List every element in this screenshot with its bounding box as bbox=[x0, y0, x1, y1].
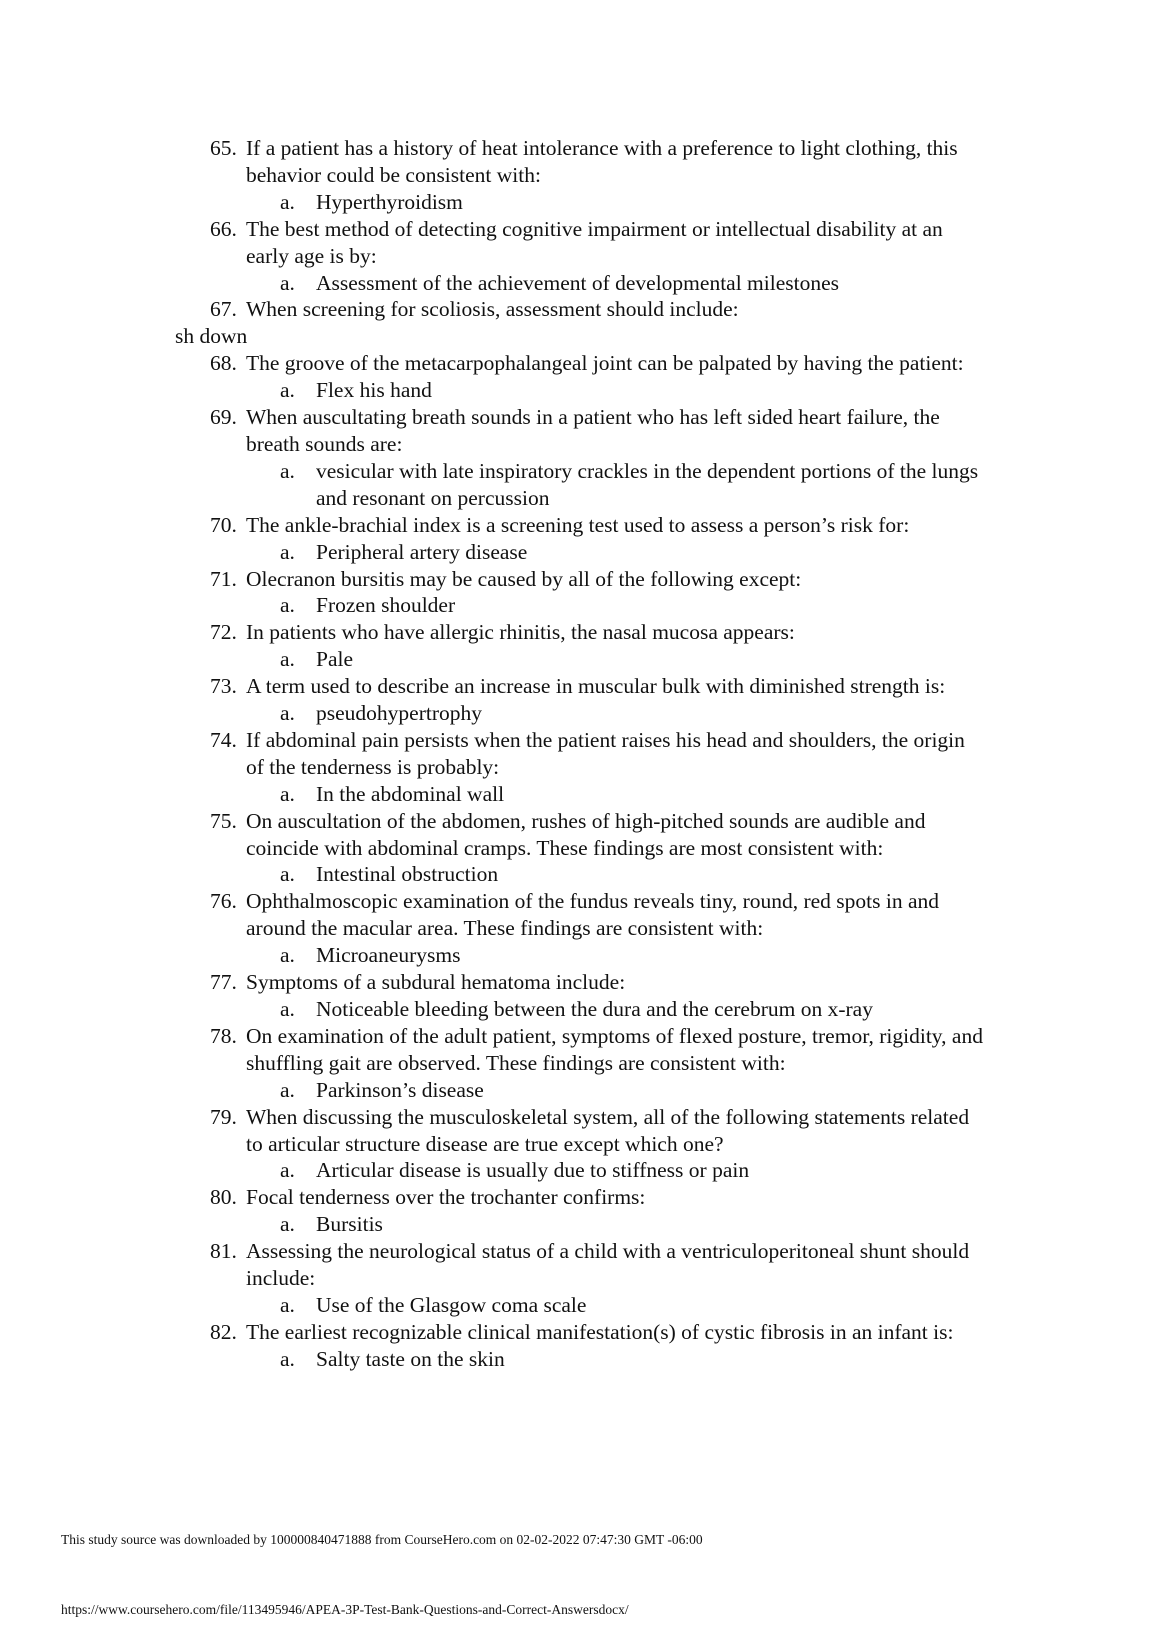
answer-text: Peripheral artery disease bbox=[316, 539, 528, 564]
answer-74 bbox=[0, 781, 986, 808]
answer-letter: a. bbox=[280, 270, 295, 295]
question-text: The ankle-brachial index is a screening test used to assess a person’s risk for: bbox=[246, 512, 910, 537]
answer-76 bbox=[0, 942, 986, 969]
question-number: 72. bbox=[210, 620, 237, 645]
answer-letter: a. bbox=[280, 701, 295, 726]
question-text: When auscultating breath sounds in a patient who has left sided heart failure, the breath sounds are: bbox=[246, 405, 940, 456]
answer-77 bbox=[0, 996, 986, 1023]
answer-letter: a. bbox=[280, 862, 295, 887]
question-text: Olecranon bursitis may be caused by all of the following except: bbox=[246, 566, 802, 591]
question-number: 69. bbox=[210, 405, 237, 430]
answer-75 bbox=[0, 861, 986, 888]
stray-text: sh down bbox=[175, 324, 248, 349]
question-77 bbox=[0, 969, 986, 996]
answer-69 bbox=[0, 458, 986, 512]
question-number: 65. bbox=[210, 136, 237, 160]
question-66 bbox=[0, 216, 986, 270]
answer-text: vesicular with late inspiratory crackles in the dependent portions of the lungs and resonant on percussion bbox=[316, 458, 979, 510]
question-number: 82. bbox=[210, 1319, 237, 1344]
question-number: 67. bbox=[210, 297, 237, 322]
question-79 bbox=[0, 1104, 986, 1158]
question-68 bbox=[0, 350, 986, 377]
question-number: 66. bbox=[210, 216, 237, 241]
answer-letter: a. bbox=[280, 1077, 295, 1102]
answer-text: Noticeable bleeding between the dura and the cerebrum on x-ray bbox=[316, 997, 873, 1021]
question-number: 77. bbox=[210, 970, 237, 995]
question-text: In patients who have allergic rhinitis, the nasal mucosa appears: bbox=[246, 620, 795, 645]
question-text: Assessing the neurological status of a child with a ventriculoperitoneal shunt should include: bbox=[246, 1239, 970, 1291]
answer-text: Flex his hand bbox=[316, 378, 432, 403]
answer-80 bbox=[0, 1211, 986, 1238]
question-number: 70. bbox=[210, 512, 237, 537]
answer-letter: a. bbox=[280, 593, 295, 618]
answer-73 bbox=[0, 700, 986, 727]
answer-68 bbox=[0, 377, 986, 404]
question-71 bbox=[0, 566, 986, 593]
question-number: 68. bbox=[210, 351, 237, 376]
question-number: 81. bbox=[210, 1239, 237, 1264]
question-74 bbox=[0, 727, 986, 781]
question-text: A term used to describe an increase in muscular bulk with diminished strength is: bbox=[246, 674, 946, 699]
question-73 bbox=[0, 673, 986, 700]
answer-text: Use of the Glasgow coma scale bbox=[316, 1292, 587, 1317]
question-number: 74. bbox=[210, 727, 237, 752]
answer-71 bbox=[0, 592, 986, 619]
answer-letter: a. bbox=[280, 378, 295, 403]
question-number: 80. bbox=[210, 1185, 237, 1210]
answer-letter: a. bbox=[280, 781, 295, 806]
answer-text: Intestinal obstruction bbox=[316, 862, 499, 887]
question-text: Focal tenderness over the trochanter confirms: bbox=[246, 1185, 646, 1210]
answer-letter: a. bbox=[280, 1292, 295, 1317]
footer-source-note: This study source was downloaded by 100000840471888 from CourseHero.com on 02-02-2022 07:47:30 GMT -06:00 bbox=[61, 1532, 703, 1547]
question-text: On auscultation of the abdomen, rushes of high-pitched sounds are audible and coincide with abdominal cramps. These findings are most consistent with: bbox=[246, 808, 926, 860]
answer-81 bbox=[0, 1292, 986, 1319]
answer-text: Articular disease is usually due to stiffness or pain bbox=[316, 1158, 750, 1183]
question-text: If abdominal pain persists when the patient raises his head and shoulders, the origin of the tenderness is probably: bbox=[246, 727, 965, 779]
answer-text: Hyperthyroidism bbox=[316, 189, 463, 214]
answer-text: Assessment of the achievement of developmental milestones bbox=[316, 270, 840, 295]
answer-letter: a. bbox=[280, 1212, 295, 1237]
answer-text: Salty taste on the skin bbox=[316, 1346, 505, 1371]
answer-66 bbox=[0, 270, 986, 297]
question-text: The best method of detecting cognitive impairment or intellectual disability at an early age is by: bbox=[246, 216, 943, 268]
answer-letter: a. bbox=[280, 1346, 295, 1371]
question-text: If a patient has a history of heat intolerance with a preference to light clothing, this behavior could be consistent with: bbox=[246, 136, 958, 187]
answer-70 bbox=[0, 539, 986, 566]
answer-78 bbox=[0, 1077, 986, 1104]
question-75 bbox=[0, 808, 986, 862]
footer-url: https://www.coursehero.com/file/113495946/APEA-3P-Test-Bank-Questions-and-Correct-Answersdocx/ bbox=[61, 1602, 629, 1617]
question-text: The groove of the metacarpophalangeal joint can be palpated by having the patient: bbox=[246, 351, 964, 376]
answer-letter: a. bbox=[280, 943, 295, 968]
question-78 bbox=[0, 1023, 986, 1077]
question-72 bbox=[0, 619, 986, 646]
question-text: Symptoms of a subdural hematoma include: bbox=[246, 970, 626, 995]
question-text: Ophthalmoscopic examination of the fundus reveals tiny, round, red spots in and around the macular area. These findings are consistent with: bbox=[246, 889, 940, 941]
question-number: 79. bbox=[210, 1104, 237, 1129]
answer-text: pseudohypertrophy bbox=[316, 701, 482, 726]
question-number: 75. bbox=[210, 808, 237, 833]
answer-79 bbox=[0, 1157, 986, 1184]
answer-letter: a. bbox=[280, 1158, 295, 1183]
answer-letter: a. bbox=[280, 997, 295, 1021]
question-number: 71. bbox=[210, 566, 237, 591]
question-81 bbox=[0, 1238, 986, 1292]
question-text: When screening for scoliosis, assessment should include: bbox=[246, 297, 739, 322]
question-number: 76. bbox=[210, 889, 237, 914]
question-text: The earliest recognizable clinical manifestation(s) of cystic fibrosis in an infant is: bbox=[246, 1319, 954, 1344]
question-80 bbox=[0, 1184, 986, 1211]
question-number: 73. bbox=[210, 674, 237, 699]
answer-text: Pale bbox=[316, 647, 354, 672]
document-body bbox=[0, 135, 1157, 1373]
question-text: On examination of the adult patient, symptoms of flexed posture, tremor, rigidity, and shuffling gait are observed. These findings are consistent with: bbox=[246, 1023, 983, 1075]
answer-letter: a. bbox=[280, 647, 295, 672]
question-76 bbox=[0, 888, 986, 942]
question-65 bbox=[0, 135, 986, 189]
answer-65 bbox=[0, 189, 986, 216]
answer-72 bbox=[0, 646, 986, 673]
answer-text: In the abdominal wall bbox=[316, 781, 505, 806]
question-number: 78. bbox=[210, 1023, 237, 1048]
question-69 bbox=[0, 404, 986, 458]
answer-text: Microaneurysms bbox=[316, 943, 461, 968]
answer-letter: a. bbox=[280, 539, 295, 564]
answer-letter: a. bbox=[280, 458, 295, 483]
answer-text: Parkinson’s disease bbox=[316, 1077, 484, 1102]
answer-82 bbox=[0, 1346, 986, 1373]
question-82 bbox=[0, 1319, 986, 1346]
answer-letter: a. bbox=[280, 189, 295, 214]
question-70 bbox=[0, 512, 986, 539]
question-67 bbox=[0, 296, 986, 323]
answer-text: Frozen shoulder bbox=[316, 593, 456, 618]
answer-text: Bursitis bbox=[316, 1212, 383, 1237]
question-text: When discussing the musculoskeletal system, all of the following statements related to articular structure disease are true except which one? bbox=[246, 1104, 970, 1156]
